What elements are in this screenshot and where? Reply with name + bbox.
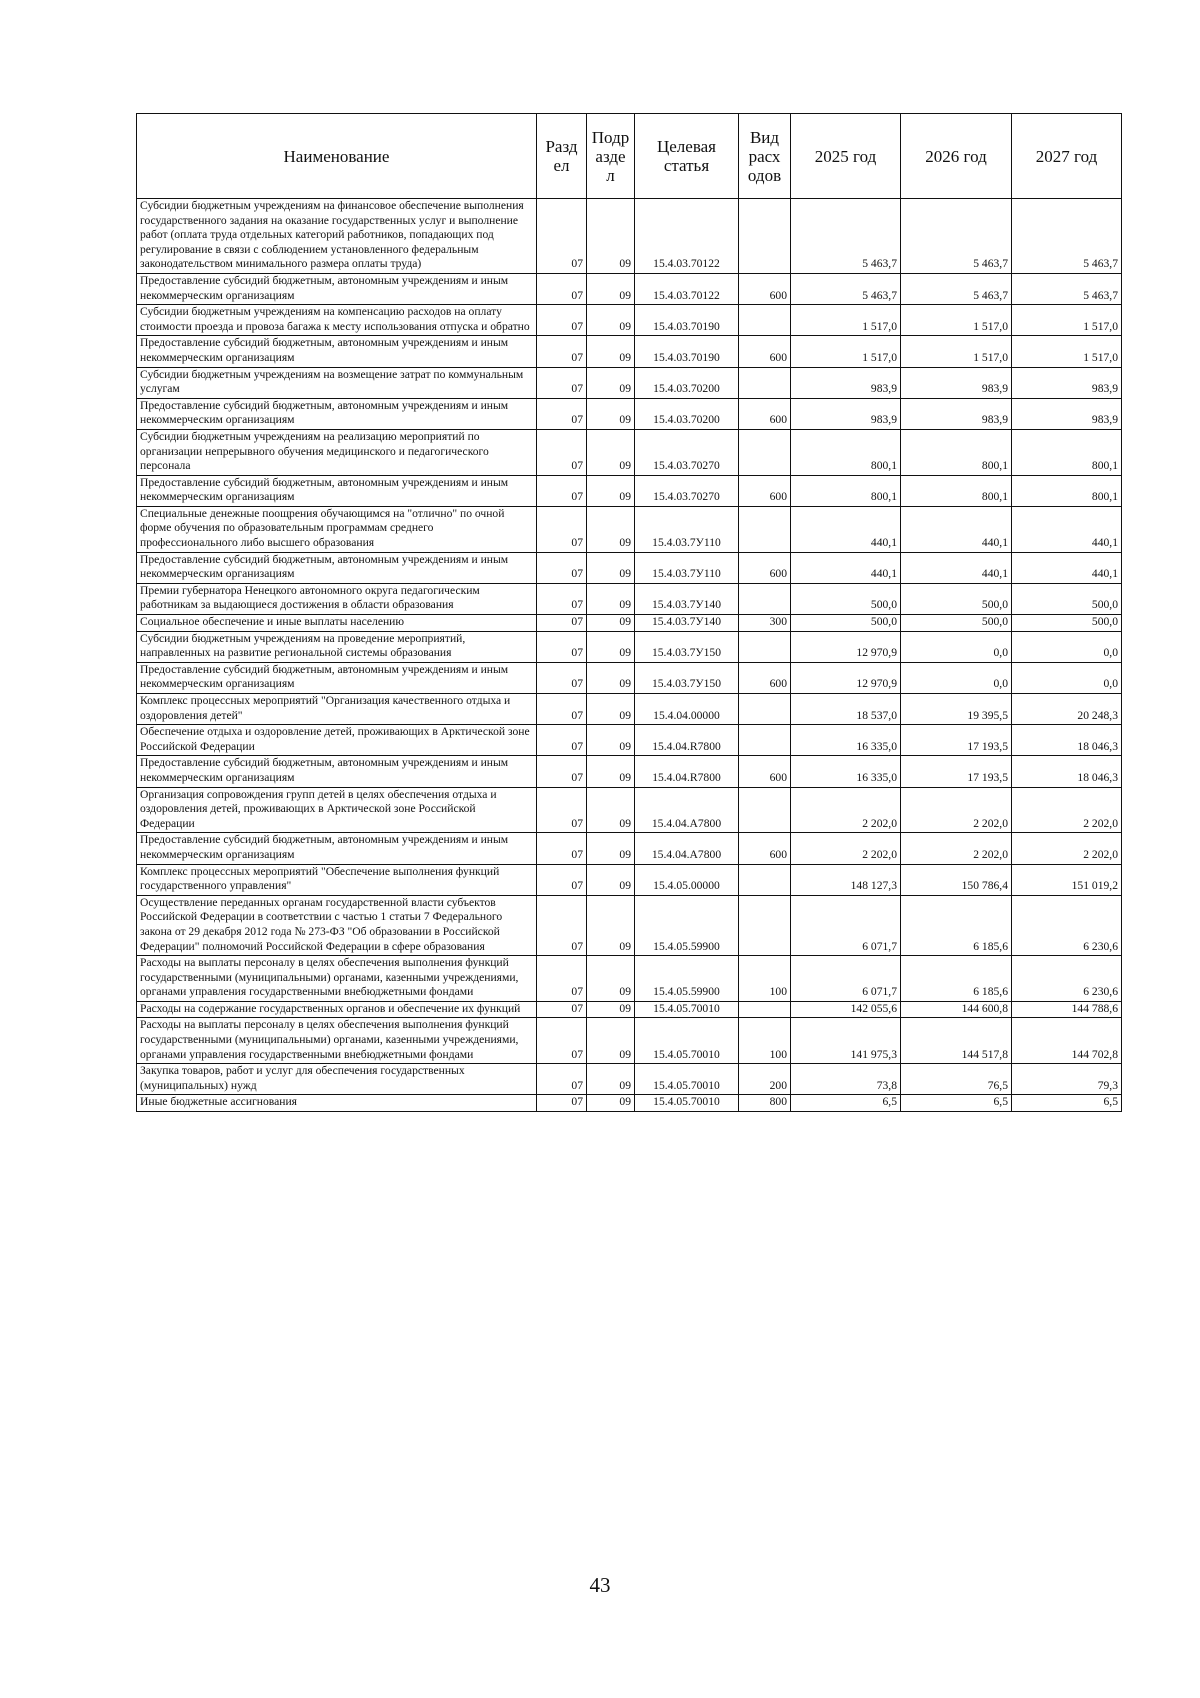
row-podrazdel: 09: [587, 199, 635, 274]
row-2027: 500,0: [1012, 615, 1122, 632]
table-row: [137, 864, 1122, 895]
row-2026: 440,1: [901, 552, 1012, 583]
table-row: [137, 398, 1122, 429]
row-vid: [739, 694, 791, 725]
row-2025: 6 071,7: [791, 956, 901, 1002]
row-podrazdel: 09: [587, 1064, 635, 1095]
row-razdel: 07: [537, 199, 587, 274]
row-target: 15.4.05.00000: [635, 864, 739, 895]
header-razdel: Разд ел: [537, 114, 587, 199]
row-name: Предоставление субсидий бюджетным, автономным учреждениям и иным некоммерческим организациям: [137, 833, 537, 864]
row-razdel: 07: [537, 694, 587, 725]
row-target: 15.4.04.R7800: [635, 756, 739, 787]
row-name: Предоставление субсидий бюджетным, автономным учреждениям и иным некоммерческим организациям: [137, 552, 537, 583]
row-podrazdel: 09: [587, 864, 635, 895]
row-podrazdel: 09: [587, 273, 635, 304]
row-name: Премии губернатора Ненецкого автономного округа педагогическим работникам за выдающиеся достижения в области образования: [137, 583, 537, 614]
row-podrazdel: 09: [587, 552, 635, 583]
row-2025: 148 127,3: [791, 864, 901, 895]
row-2026: 19 395,5: [901, 694, 1012, 725]
row-2025: 12 970,9: [791, 631, 901, 662]
budget-table: [136, 113, 1122, 1112]
row-2027: 440,1: [1012, 552, 1122, 583]
row-2026: 500,0: [901, 615, 1012, 632]
row-target: 15.4.04.R7800: [635, 725, 739, 756]
row-target: 15.4.03.7У140: [635, 615, 739, 632]
row-name: Предоставление субсидий бюджетным, автономным учреждениям и иным некоммерческим организациям: [137, 756, 537, 787]
row-2025: 800,1: [791, 429, 901, 475]
row-name: Субсидии бюджетным учреждениям на компенсацию расходов на оплату стоимости проезда и провоза багажа к месту использования отпуска и обратно: [137, 305, 537, 336]
row-vid: [739, 631, 791, 662]
row-podrazdel: 09: [587, 756, 635, 787]
row-razdel: 07: [537, 398, 587, 429]
row-2025: 6 071,7: [791, 895, 901, 955]
row-2025: 500,0: [791, 583, 901, 614]
table-header: [137, 114, 1122, 199]
row-target: 15.4.05.59900: [635, 956, 739, 1002]
table-row: [137, 956, 1122, 1002]
row-2025: 1 517,0: [791, 336, 901, 367]
row-target: 15.4.05.70010: [635, 1001, 739, 1018]
row-name: Иные бюджетные ассигнования: [137, 1095, 537, 1112]
row-name: Предоставление субсидий бюджетным, автономным учреждениям и иным некоммерческим организациям: [137, 336, 537, 367]
row-2026: 150 786,4: [901, 864, 1012, 895]
row-vid: 600: [739, 662, 791, 693]
row-vid: 800: [739, 1095, 791, 1112]
row-2026: 5 463,7: [901, 273, 1012, 304]
row-2027: 6 230,6: [1012, 895, 1122, 955]
row-razdel: 07: [537, 725, 587, 756]
row-target: 15.4.03.70200: [635, 367, 739, 398]
row-target: 15.4.04.A7800: [635, 787, 739, 833]
table-row: [137, 1064, 1122, 1095]
row-target: 15.4.04.00000: [635, 694, 739, 725]
table-body: [137, 199, 1122, 1112]
row-podrazdel: 09: [587, 1001, 635, 1018]
row-vid: [739, 506, 791, 552]
row-target: 15.4.03.7У140: [635, 583, 739, 614]
row-2027: 18 046,3: [1012, 725, 1122, 756]
row-2026: 6,5: [901, 1095, 1012, 1112]
row-razdel: 07: [537, 552, 587, 583]
row-2025: 983,9: [791, 398, 901, 429]
table-row: [137, 833, 1122, 864]
row-name: Предоставление субсидий бюджетным, автономным учреждениям и иным некоммерческим организациям: [137, 273, 537, 304]
row-2026: 500,0: [901, 583, 1012, 614]
row-2027: 500,0: [1012, 583, 1122, 614]
row-2026: 76,5: [901, 1064, 1012, 1095]
row-razdel: 07: [537, 833, 587, 864]
row-podrazdel: 09: [587, 367, 635, 398]
row-razdel: 07: [537, 1018, 587, 1064]
row-target: 15.4.03.7У150: [635, 631, 739, 662]
row-podrazdel: 09: [587, 631, 635, 662]
row-podrazdel: 09: [587, 895, 635, 955]
row-2027: 983,9: [1012, 367, 1122, 398]
row-vid: 100: [739, 956, 791, 1002]
row-razdel: 07: [537, 864, 587, 895]
row-2025: 12 970,9: [791, 662, 901, 693]
table-row: [137, 552, 1122, 583]
row-2026: 2 202,0: [901, 833, 1012, 864]
budget-sheet: [136, 113, 1121, 1112]
row-name: Субсидии бюджетным учреждениям на возмещение затрат по коммунальным услугам: [137, 367, 537, 398]
row-podrazdel: 09: [587, 833, 635, 864]
row-podrazdel: 09: [587, 1095, 635, 1112]
row-razdel: 07: [537, 662, 587, 693]
row-razdel: 07: [537, 336, 587, 367]
row-name: Предоставление субсидий бюджетным, автономным учреждениям и иным некоммерческим организациям: [137, 475, 537, 506]
row-2027: 440,1: [1012, 506, 1122, 552]
row-2027: 20 248,3: [1012, 694, 1122, 725]
row-razdel: 07: [537, 1095, 587, 1112]
table-row: [137, 199, 1122, 274]
row-2025: 983,9: [791, 367, 901, 398]
row-razdel: 07: [537, 583, 587, 614]
row-2026: 17 193,5: [901, 756, 1012, 787]
row-2026: 2 202,0: [901, 787, 1012, 833]
row-2026: 5 463,7: [901, 199, 1012, 274]
row-razdel: 07: [537, 475, 587, 506]
table-row: [137, 615, 1122, 632]
row-target: 15.4.05.59900: [635, 895, 739, 955]
row-2027: 6 230,6: [1012, 956, 1122, 1002]
row-2027: 144 702,8: [1012, 1018, 1122, 1064]
row-2025: 2 202,0: [791, 833, 901, 864]
row-podrazdel: 09: [587, 475, 635, 506]
row-2025: 800,1: [791, 475, 901, 506]
row-razdel: 07: [537, 787, 587, 833]
row-razdel: 07: [537, 895, 587, 955]
row-vid: [739, 1001, 791, 1018]
row-2026: 0,0: [901, 631, 1012, 662]
table-row: [137, 583, 1122, 614]
row-2027: 151 019,2: [1012, 864, 1122, 895]
row-2026: 0,0: [901, 662, 1012, 693]
row-razdel: 07: [537, 756, 587, 787]
row-vid: 600: [739, 475, 791, 506]
row-name: Комплекс процессных мероприятий "Обеспечение выполнения функций государственного управления": [137, 864, 537, 895]
row-2027: 1 517,0: [1012, 305, 1122, 336]
row-name: Субсидии бюджетным учреждениям на реализацию мероприятий по организации непрерывного обучения медицинского и педагогического персонала: [137, 429, 537, 475]
row-name: Расходы на выплаты персоналу в целях обеспечения выполнения функций государственными (муниципальными) органами, казенными учреждениями, органами управления государственными внебюджетными фондами: [137, 956, 537, 1002]
row-2027: 983,9: [1012, 398, 1122, 429]
header-2027: 2027 год: [1012, 114, 1122, 199]
row-podrazdel: 09: [587, 336, 635, 367]
table-row: [137, 631, 1122, 662]
row-vid: 600: [739, 552, 791, 583]
page-number: 43: [589, 1573, 611, 1597]
row-name: Организация сопровождения групп детей в целях обеспечения отдыха и оздоровления детей, проживающих в Арктической зоне Российской Федерации: [137, 787, 537, 833]
row-name: Субсидии бюджетным учреждениям на финансовое обеспечение выполнения государственного задания на оказание государственных услуг и выполнение работ (оплата труда отдельных категорий работников, попадающих под регулирование в связи с соблюдением установленного федеральным законодательством минимального размера оплаты труда): [137, 199, 537, 274]
row-2026: 6 185,6: [901, 895, 1012, 955]
row-name: Закупка товаров, работ и услуг для обеспечения государственных (муниципальных) нужд: [137, 1064, 537, 1095]
row-target: 15.4.03.70122: [635, 273, 739, 304]
row-2027: 2 202,0: [1012, 787, 1122, 833]
row-2027: 6,5: [1012, 1095, 1122, 1112]
row-vid: 600: [739, 273, 791, 304]
row-razdel: 07: [537, 1064, 587, 1095]
row-vid: 300: [739, 615, 791, 632]
table-row: [137, 336, 1122, 367]
row-2027: 800,1: [1012, 429, 1122, 475]
row-name: Обеспечение отдыха и оздоровление детей, проживающих в Арктической зоне Российской Федерации: [137, 725, 537, 756]
row-2026: 983,9: [901, 367, 1012, 398]
row-razdel: 07: [537, 506, 587, 552]
row-vid: [739, 864, 791, 895]
table-row: [137, 694, 1122, 725]
table-row: [137, 1095, 1122, 1112]
row-2025: 16 335,0: [791, 756, 901, 787]
row-vid: 600: [739, 756, 791, 787]
row-razdel: 07: [537, 615, 587, 632]
row-2027: 0,0: [1012, 662, 1122, 693]
row-2026: 144 600,8: [901, 1001, 1012, 1018]
row-target: 15.4.05.70010: [635, 1018, 739, 1064]
row-podrazdel: 09: [587, 615, 635, 632]
row-target: 15.4.03.7У150: [635, 662, 739, 693]
table-row: [137, 475, 1122, 506]
row-podrazdel: 09: [587, 1018, 635, 1064]
row-razdel: 07: [537, 1001, 587, 1018]
row-target: 15.4.03.70200: [635, 398, 739, 429]
row-2025: 5 463,7: [791, 199, 901, 274]
table-row: [137, 725, 1122, 756]
table-row: [137, 1018, 1122, 1064]
row-razdel: 07: [537, 305, 587, 336]
row-2025: 16 335,0: [791, 725, 901, 756]
row-2025: 500,0: [791, 615, 901, 632]
row-vid: [739, 583, 791, 614]
row-2026: 800,1: [901, 429, 1012, 475]
row-podrazdel: 09: [587, 429, 635, 475]
row-vid: [739, 367, 791, 398]
header-vid: Вид расх одов: [739, 114, 791, 199]
row-2027: 2 202,0: [1012, 833, 1122, 864]
table-row: [137, 756, 1122, 787]
row-2027: 800,1: [1012, 475, 1122, 506]
row-2026: 800,1: [901, 475, 1012, 506]
row-name: Социальное обеспечение и иные выплаты населению: [137, 615, 537, 632]
row-podrazdel: 09: [587, 305, 635, 336]
row-vid: 600: [739, 398, 791, 429]
row-2025: 1 517,0: [791, 305, 901, 336]
row-vid: 600: [739, 336, 791, 367]
row-podrazdel: 09: [587, 956, 635, 1002]
row-2027: 5 463,7: [1012, 273, 1122, 304]
row-vid: [739, 429, 791, 475]
row-2027: 144 788,6: [1012, 1001, 1122, 1018]
row-2026: 17 193,5: [901, 725, 1012, 756]
table-row: [137, 305, 1122, 336]
header-podrazdel: Подр азде л: [587, 114, 635, 199]
row-2027: 5 463,7: [1012, 199, 1122, 274]
row-vid: 200: [739, 1064, 791, 1095]
row-2025: 440,1: [791, 552, 901, 583]
row-name: Субсидии бюджетным учреждениям на проведение мероприятий, направленных на развитие региональной системы образования: [137, 631, 537, 662]
row-2025: 142 055,6: [791, 1001, 901, 1018]
row-2026: 983,9: [901, 398, 1012, 429]
row-vid: [739, 725, 791, 756]
row-2027: 0,0: [1012, 631, 1122, 662]
row-name: Предоставление субсидий бюджетным, автономным учреждениям и иным некоммерческим организациям: [137, 398, 537, 429]
row-2027: 18 046,3: [1012, 756, 1122, 787]
row-razdel: 07: [537, 367, 587, 398]
row-podrazdel: 09: [587, 398, 635, 429]
table-row: [137, 787, 1122, 833]
row-name: Предоставление субсидий бюджетным, автономным учреждениям и иным некоммерческим организациям: [137, 662, 537, 693]
row-2027: 79,3: [1012, 1064, 1122, 1095]
table-row: [137, 429, 1122, 475]
row-podrazdel: 09: [587, 506, 635, 552]
row-name: Расходы на содержание государственных органов и обеспечение их функций: [137, 1001, 537, 1018]
row-vid: [739, 305, 791, 336]
row-razdel: 07: [537, 273, 587, 304]
row-razdel: 07: [537, 956, 587, 1002]
row-podrazdel: 09: [587, 583, 635, 614]
row-vid: 600: [739, 833, 791, 864]
row-razdel: 07: [537, 429, 587, 475]
row-2025: 6,5: [791, 1095, 901, 1112]
row-vid: [739, 787, 791, 833]
row-2025: 2 202,0: [791, 787, 901, 833]
row-razdel: 07: [537, 631, 587, 662]
row-vid: 100: [739, 1018, 791, 1064]
row-target: 15.4.05.70010: [635, 1064, 739, 1095]
row-2026: 144 517,8: [901, 1018, 1012, 1064]
row-vid: [739, 199, 791, 274]
row-2026: 1 517,0: [901, 305, 1012, 336]
table-row: [137, 273, 1122, 304]
row-name: Комплекс процессных мероприятий "Организация качественного отдыха и оздоровления детей": [137, 694, 537, 725]
row-name: Расходы на выплаты персоналу в целях обеспечения выполнения функций государственными (муниципальными) органами, казенными учреждениями, органами управления государственными внебюджетными фондами: [137, 1018, 537, 1064]
row-vid: [739, 895, 791, 955]
row-podrazdel: 09: [587, 725, 635, 756]
row-2025: 18 537,0: [791, 694, 901, 725]
header-name: Наименование: [137, 114, 537, 199]
row-target: 15.4.03.70190: [635, 336, 739, 367]
row-target: 15.4.03.70190: [635, 305, 739, 336]
row-podrazdel: 09: [587, 787, 635, 833]
table-row: [137, 662, 1122, 693]
row-target: 15.4.03.70122: [635, 199, 739, 274]
row-2026: 440,1: [901, 506, 1012, 552]
row-2025: 5 463,7: [791, 273, 901, 304]
row-2026: 1 517,0: [901, 336, 1012, 367]
row-podrazdel: 09: [587, 662, 635, 693]
row-2025: 141 975,3: [791, 1018, 901, 1064]
row-target: 15.4.03.7У110: [635, 506, 739, 552]
header-2026: 2026 год: [901, 114, 1012, 199]
table-row: [137, 506, 1122, 552]
table-row: [137, 1001, 1122, 1018]
row-2027: 1 517,0: [1012, 336, 1122, 367]
row-2026: 6 185,6: [901, 956, 1012, 1002]
row-podrazdel: 09: [587, 694, 635, 725]
header-2025: 2025 год: [791, 114, 901, 199]
row-name: Осуществление переданных органам государственной власти субъектов Российской Федерации в соответствии с частью 1 статьи 7 Федерального закона от 29 декабря 2012 года № 273-ФЗ "Об образовании в Российской Федерации" полномочий Российской Федерации в сфере образования: [137, 895, 537, 955]
row-target: 15.4.04.A7800: [635, 833, 739, 864]
row-target: 15.4.03.70270: [635, 429, 739, 475]
row-2025: 73,8: [791, 1064, 901, 1095]
table-row: [137, 895, 1122, 955]
row-2025: 440,1: [791, 506, 901, 552]
header-target: Целевая статья: [635, 114, 739, 199]
row-target: 15.4.03.70270: [635, 475, 739, 506]
table-row: [137, 367, 1122, 398]
row-name: Специальные денежные поощрения обучающимся на "отлично" по очной форме обучения по образовательным программам среднего профессионального либо высшего образования: [137, 506, 537, 552]
row-target: 15.4.03.7У110: [635, 552, 739, 583]
row-target: 15.4.05.70010: [635, 1095, 739, 1112]
